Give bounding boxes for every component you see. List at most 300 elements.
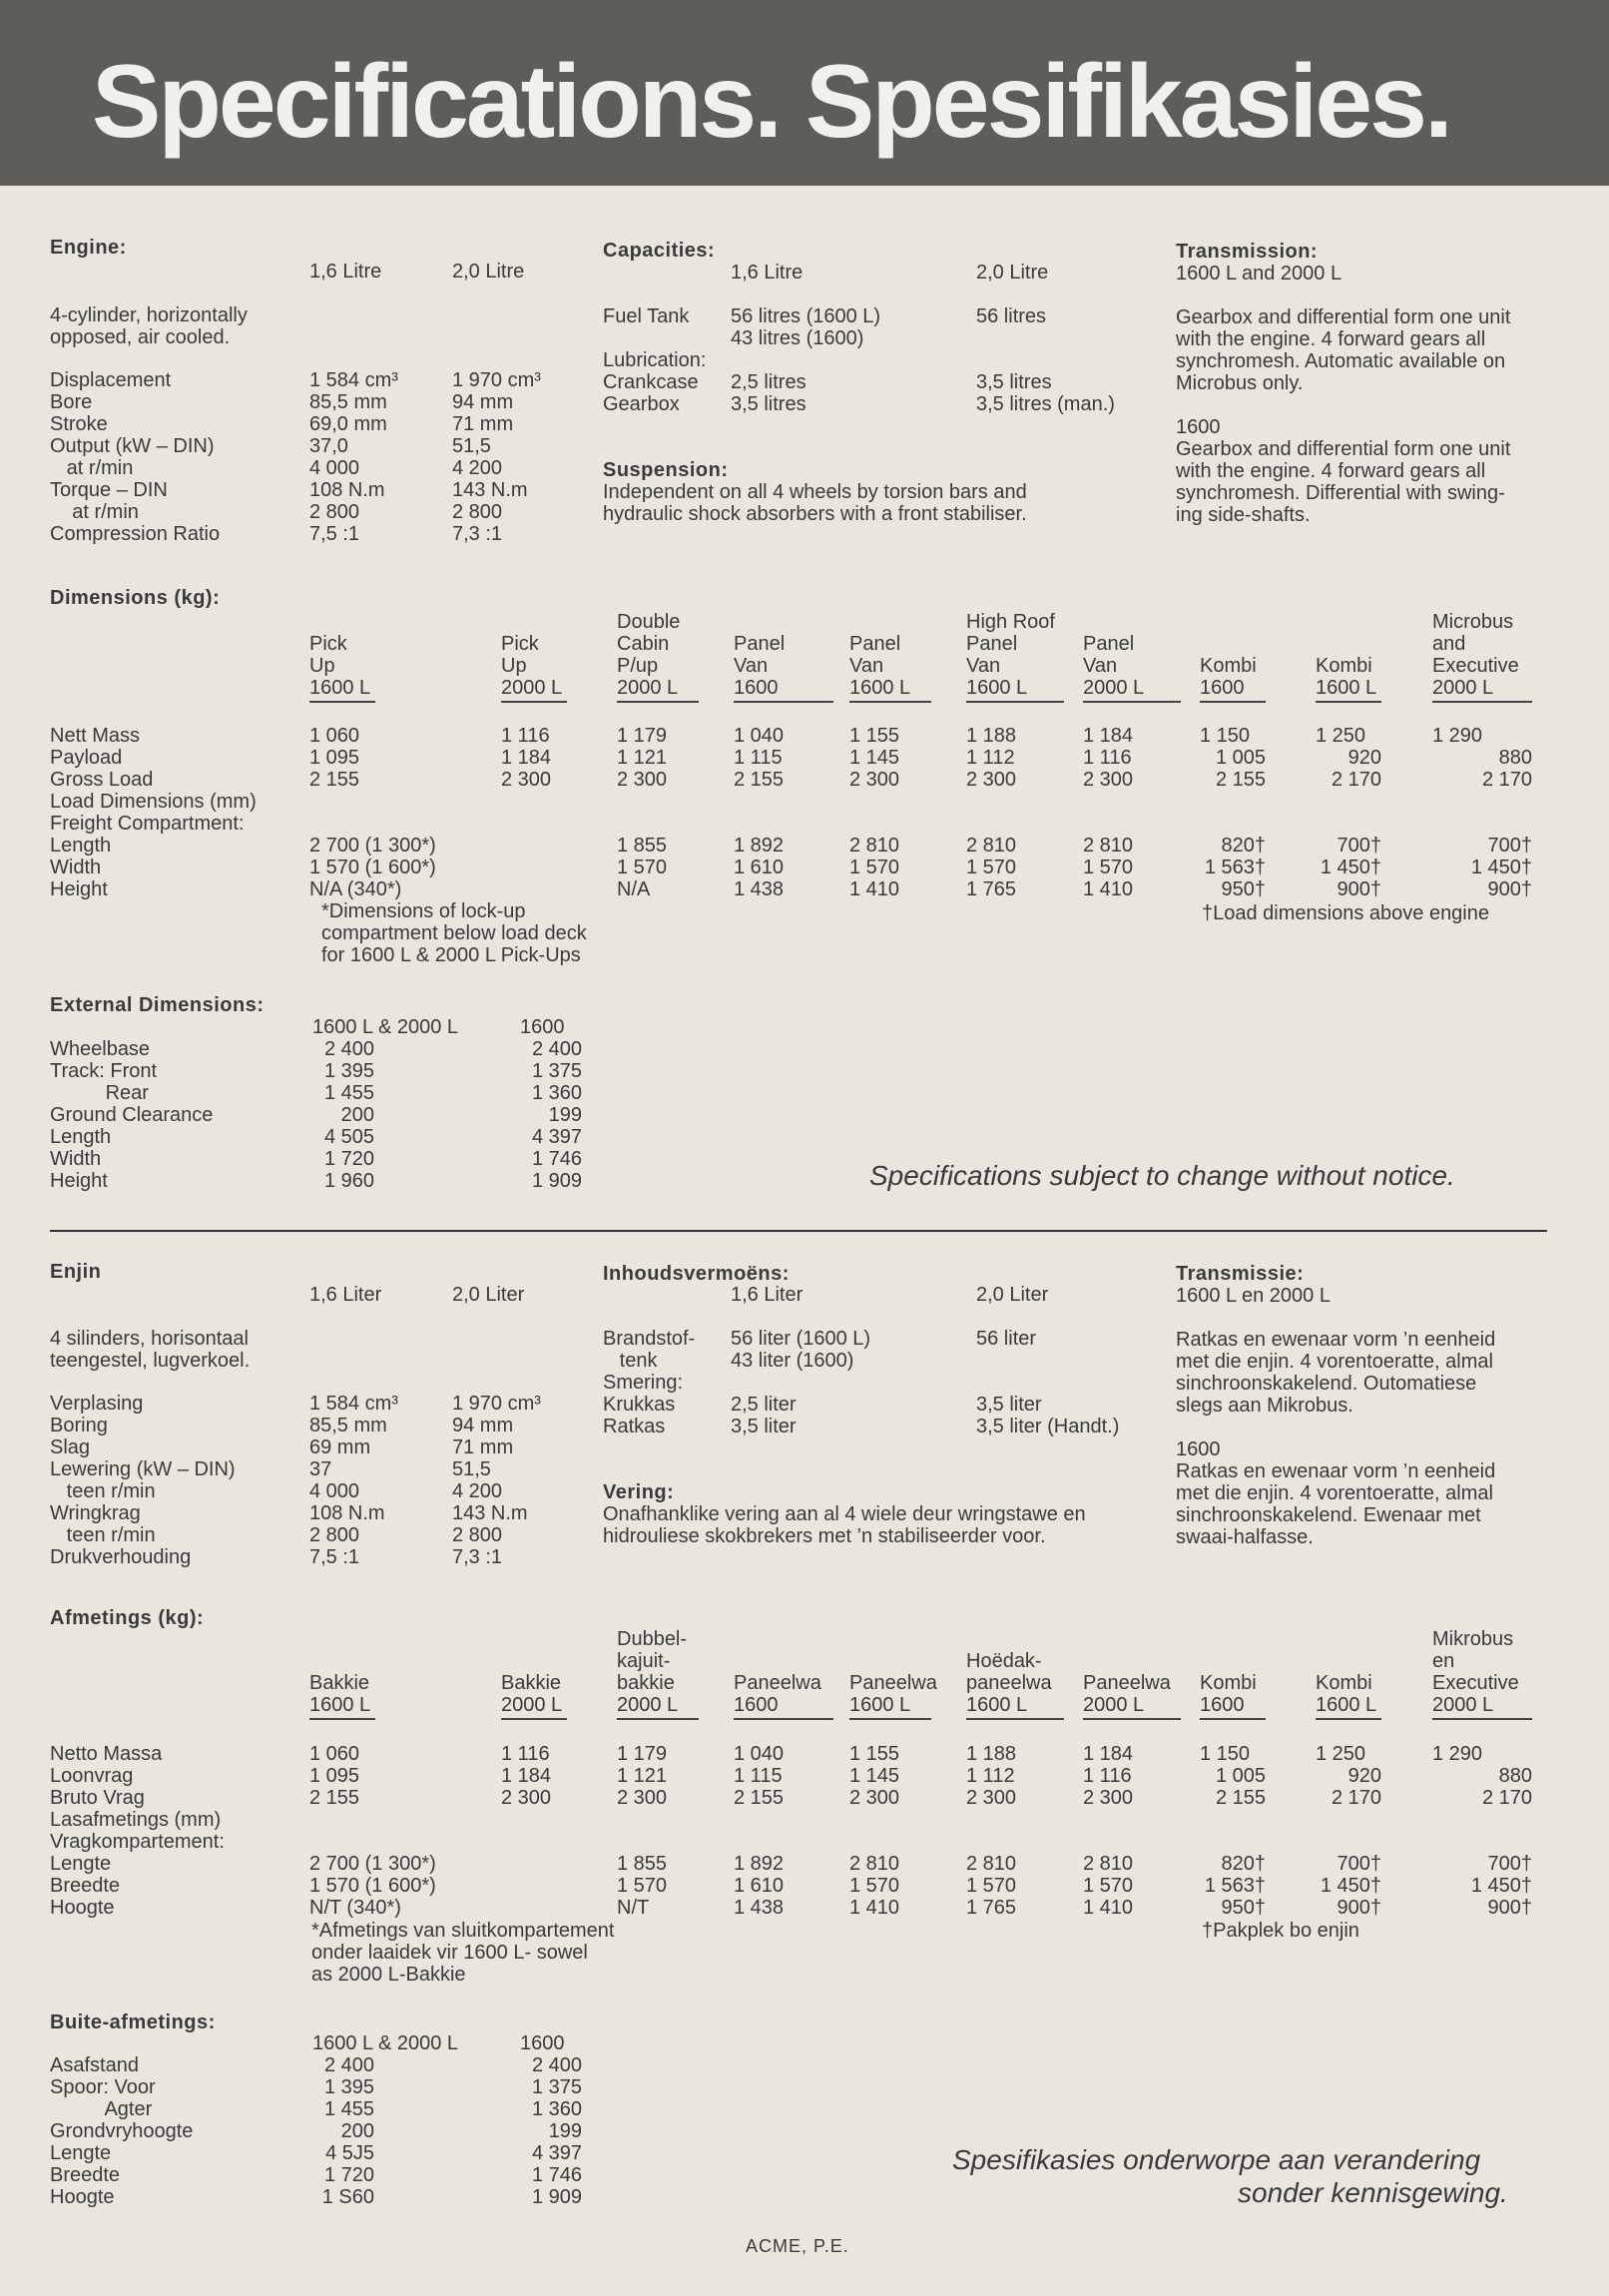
- list-line: Lubrication:: [603, 349, 707, 371]
- list-line: Onafhanklike vering aan al 4 wiele deur wringstawe en: [603, 1503, 1086, 1525]
- dimension-column-header: 1600 L: [1316, 1694, 1377, 1716]
- dimension-column-header: Panel: [734, 633, 786, 655]
- dimension-column-header: 1600: [734, 677, 779, 699]
- dimension-row-label: Nett Mass: [50, 725, 141, 747]
- list-line: 1 909: [531, 2186, 582, 2208]
- suspension-text: [603, 1503, 1086, 1547]
- list-line: as 2000 L-Bakkie: [311, 1964, 466, 1986]
- list-line: 56 liter (1600 L): [731, 1328, 871, 1350]
- dimension-cell: 1 438: [734, 1897, 785, 1919]
- list-line: 69 mm: [309, 1436, 371, 1458]
- list-line: compartment below load deck: [321, 922, 587, 944]
- dimension-row-label: Hoogte: [50, 1897, 115, 1919]
- dimension-cell: 1 892: [734, 1853, 785, 1875]
- dimension-column-header: Van: [1083, 655, 1118, 677]
- engine-col-header: 2,0 Liter: [452, 1284, 525, 1306]
- dimension-column-header: Panel: [849, 633, 901, 655]
- dimension-row-label: Payload: [50, 747, 123, 769]
- dimension-column-header: 1600 L: [849, 677, 911, 699]
- list-line: Fuel Tank: [603, 305, 690, 327]
- dimension-cell: 1 188: [966, 1743, 1017, 1765]
- external-dimensions-heading: Buite-afmetings:: [50, 2011, 216, 2033]
- dimension-cell: 2 810: [1083, 835, 1134, 857]
- column-header-underline: [1316, 701, 1381, 703]
- list-line: Length: [50, 1126, 112, 1148]
- dimension-cell: 1 145: [849, 747, 900, 769]
- list-line: Lengte: [50, 2142, 112, 2164]
- list-line: at r/min: [50, 457, 134, 479]
- list-line: 2 400: [531, 1038, 582, 1060]
- column-header-underline: [734, 1718, 833, 1720]
- dimension-column-header: Van: [966, 655, 1001, 677]
- column-header-underline: [1200, 701, 1266, 703]
- dimension-row-label: Height: [50, 878, 108, 900]
- engine-values-20: [452, 1393, 541, 1568]
- list-line: Track: Front: [50, 1060, 158, 1082]
- column-header-underline: [1432, 1718, 1532, 1720]
- suspension-heading: Suspension:: [603, 459, 729, 481]
- dimension-column-header: Executive: [1432, 655, 1519, 677]
- list-line: 2 800: [309, 1524, 360, 1546]
- dimension-cell: 1 040: [734, 1743, 785, 1765]
- list-line: Verplasing: [50, 1393, 144, 1415]
- dimension-cell: 2 155: [734, 1787, 785, 1809]
- list-line: 3,5 litres (man.): [976, 393, 1115, 415]
- dimension-cell: 2 300: [1083, 769, 1134, 791]
- dimension-cell: 2 155: [309, 1787, 360, 1809]
- dimension-cell: 1 155: [849, 1743, 900, 1765]
- dimension-cell: 700†: [1487, 1853, 1532, 1875]
- dimension-column-header: Up: [309, 655, 335, 677]
- list-line: 43 liter (1600): [731, 1350, 854, 1372]
- list-line: 1 375: [531, 1060, 582, 1082]
- dimension-cell: 900†: [1487, 878, 1532, 900]
- list-line: 1 455: [323, 2098, 374, 2120]
- list-line: Crankcase: [603, 371, 699, 393]
- dimension-column-header: 1600 L: [966, 677, 1028, 699]
- dimension-cell: 700†: [1487, 835, 1532, 857]
- dimension-cell: 1 150: [1200, 1743, 1251, 1765]
- dimension-cell: 1 570: [1083, 857, 1134, 878]
- dimension-column-header: Double: [617, 611, 681, 633]
- list-line: hidrouliese skokbrekers met ’n stabiliseerder voor.: [603, 1525, 1046, 1547]
- list-line: with the engine. 4 forward gears all: [1176, 460, 1486, 482]
- dimensions-footnote-dagger: †Pakplek bo enjin: [1202, 1920, 1359, 1942]
- capacities-values-16: [731, 1328, 870, 1437]
- dimension-cell: 1 410: [849, 878, 900, 900]
- engine-labels: [50, 1393, 236, 1568]
- list-line: hydraulic shock absorbers with a front stabiliser.: [603, 503, 1027, 525]
- dimension-cell: 920: [1347, 747, 1381, 769]
- engine-description-line: 4-cylinder, horizontally: [50, 304, 248, 326]
- list-line: onder laaidek vir 1600 L- sowel: [311, 1942, 588, 1964]
- list-line: Asafstand: [50, 2054, 139, 2076]
- list-line: Slag: [50, 1436, 91, 1458]
- dimension-cell: 1 438: [734, 878, 785, 900]
- engine-heading: Engine:: [50, 237, 127, 259]
- dimension-column-header: Dubbel-: [617, 1628, 688, 1650]
- engine-heading: Enjin: [50, 1261, 102, 1283]
- list-line: ing side-shafts.: [1176, 504, 1311, 526]
- capacities-values-20: [976, 1328, 1120, 1437]
- dimension-cell: 700†: [1337, 835, 1381, 857]
- capacities-col-header: 2,0 Litre: [976, 262, 1049, 284]
- capacities-col-header: 1,6 Litre: [731, 262, 804, 284]
- dimension-column-header: 2000 L: [1083, 1694, 1145, 1716]
- dimension-column-header: Bakkie: [309, 1672, 370, 1694]
- dimension-column-header: Bakkie: [501, 1672, 562, 1694]
- column-header-underline: [849, 701, 931, 703]
- dimension-cell: N/A (340*): [309, 878, 402, 900]
- list-line: 4 5J5: [325, 2142, 374, 2164]
- external-values-1600: [520, 1038, 582, 1192]
- dimension-cell: 1 410: [1083, 1897, 1134, 1919]
- list-line: 143 N.m: [452, 1502, 528, 1524]
- dimension-cell: 2 155: [1215, 769, 1266, 791]
- dimension-cell: 1 095: [309, 1765, 360, 1787]
- list-line: 3,5 liter (Handt.): [976, 1416, 1120, 1437]
- list-line: 1 395: [323, 2076, 374, 2098]
- list-line: Boring: [50, 1415, 108, 1436]
- dimension-cell: 1 060: [309, 1743, 360, 1765]
- dimension-cell: 1 610: [734, 1875, 785, 1897]
- dimensions-footnote-dagger: †Load dimensions above engine: [1202, 902, 1489, 924]
- dimension-column-header: 2000 L: [1432, 677, 1494, 699]
- dimension-cell: 2 700 (1 300*): [309, 835, 436, 857]
- list-line: Lewering (kW – DIN): [50, 1458, 236, 1480]
- dimension-cell: 2 170: [1481, 769, 1532, 791]
- dimension-cell: 2 300: [849, 769, 900, 791]
- list-line: Width: [50, 1148, 102, 1170]
- list-line: Output (kW – DIN): [50, 435, 215, 457]
- dimensions-footnote-star: [321, 900, 587, 966]
- list-line: Rear: [50, 1082, 149, 1104]
- list-line: Agter: [50, 2098, 153, 2120]
- list-line: 108 N.m: [309, 1502, 385, 1524]
- dimension-column-header: Van: [734, 655, 769, 677]
- dimension-column-header: Hoëdak-: [966, 1650, 1042, 1672]
- list-line: Independent on all 4 wheels by torsion bars and: [603, 481, 1027, 503]
- dimension-cell: 2 810: [849, 1853, 900, 1875]
- column-header-underline: [501, 701, 567, 703]
- dimension-cell: 1 563†: [1204, 857, 1266, 878]
- dimension-cell: 820†: [1221, 835, 1266, 857]
- list-line: 199: [548, 1104, 582, 1126]
- dimension-column-header: Cabin: [617, 633, 670, 655]
- engine-col-header: 1,6 Liter: [309, 1284, 382, 1306]
- dimension-cell: 1 040: [734, 725, 785, 747]
- dimension-cell: 1 121: [617, 747, 668, 769]
- dimension-row-label: Lasafmetings (mm): [50, 1809, 222, 1831]
- list-line: 2 400: [531, 2054, 582, 2076]
- specifications-notice: sonder kennisgewing.: [1238, 2177, 1508, 2208]
- list-line: 3,5 litres: [976, 371, 1052, 393]
- dimension-cell: 1 570: [1083, 1875, 1134, 1897]
- dimension-cell: 1 570 (1 600*): [309, 1875, 436, 1897]
- printer-imprint: ACME, P.E.: [746, 2236, 849, 2256]
- dimension-column-header: Microbus: [1432, 611, 1514, 633]
- list-line: 4 200: [452, 1480, 503, 1502]
- external-dimensions-heading: External Dimensions:: [50, 994, 265, 1016]
- list-line: 200: [340, 2120, 374, 2142]
- dimension-column-header: and: [1432, 633, 1466, 655]
- dimension-cell: 2 300: [501, 1787, 552, 1809]
- list-line: 1 375: [531, 2076, 582, 2098]
- list-line: 2 400: [323, 2054, 374, 2076]
- dimension-column-header: 1600 L: [309, 1694, 371, 1716]
- dimension-cell: 900†: [1487, 1897, 1532, 1919]
- list-line: *Afmetings van sluitkompartement: [311, 1920, 615, 1942]
- dimension-cell: 1 184: [1083, 1743, 1134, 1765]
- list-line: 37,0: [309, 435, 348, 457]
- engine-description-line: teengestel, lugverkoel.: [50, 1350, 251, 1372]
- dimension-cell: 1 450†: [1470, 857, 1532, 878]
- dimension-column-header: 2000 L: [1083, 677, 1145, 699]
- list-line: sinchroonskakelend. Ewenaar met: [1176, 1504, 1481, 1526]
- dimension-cell: 2 810: [966, 1853, 1017, 1875]
- list-line: swaai-halfasse.: [1176, 1526, 1314, 1548]
- dimension-cell: 1 570: [617, 857, 668, 878]
- dimension-column-header: 1600 L: [309, 677, 371, 699]
- list-line: 37: [309, 1458, 332, 1480]
- dimension-column-header: Panel: [966, 633, 1018, 655]
- dimension-cell: 1 855: [617, 1853, 668, 1875]
- dimension-column-header: 1600: [1200, 677, 1245, 699]
- list-line: 69,0 mm: [309, 413, 387, 435]
- capacities-labels: [603, 305, 706, 415]
- dimensions-heading: Dimensions (kg):: [50, 587, 221, 609]
- list-line: Breedte: [50, 2164, 121, 2186]
- dimension-cell: 1 765: [966, 878, 1017, 900]
- dimension-cell: 880: [1498, 1765, 1532, 1787]
- dimension-column-header: Mikrobus: [1432, 1628, 1514, 1650]
- dimension-column-header: Van: [849, 655, 884, 677]
- column-header-underline: [617, 701, 699, 703]
- dimension-cell: 1 450†: [1320, 857, 1381, 878]
- dimension-column-header: 2000 L: [617, 677, 679, 699]
- dimension-cell: 2 700 (1 300*): [309, 1853, 436, 1875]
- dimension-cell: 1 179: [617, 725, 668, 747]
- dimension-column-header: 2000 L: [501, 677, 563, 699]
- column-header-underline: [309, 1718, 375, 1720]
- dimension-column-header: en: [1432, 1650, 1455, 1672]
- list-line: 1 746: [531, 1148, 582, 1170]
- dimension-cell: 820†: [1221, 1853, 1266, 1875]
- dimension-column-header: 1600: [1200, 1694, 1245, 1716]
- list-line: 2 800: [452, 501, 503, 523]
- dimension-cell: 950†: [1221, 1897, 1266, 1919]
- dimension-column-header: Pick: [309, 633, 347, 655]
- dimension-column-header: 2000 L: [617, 1694, 679, 1716]
- list-line: Grondvryhoogte: [50, 2120, 194, 2142]
- dimension-cell: 1 855: [617, 835, 668, 857]
- column-header-underline: [501, 1718, 567, 1720]
- dimension-cell: 950†: [1221, 878, 1266, 900]
- column-header-underline: [1083, 1718, 1181, 1720]
- list-line: Microbus only.: [1176, 372, 1304, 394]
- dimension-column-header: 1600: [734, 1694, 779, 1716]
- dimension-cell: 2 155: [1215, 1787, 1266, 1809]
- list-line: for 1600 L & 2000 L Pick-Ups: [321, 944, 581, 966]
- dimension-cell: 1 892: [734, 835, 785, 857]
- dimension-cell: 1 116: [1083, 747, 1132, 769]
- dimension-column-header: 1600 L: [849, 1694, 911, 1716]
- dimension-column-header: Panel: [1083, 633, 1135, 655]
- dimension-cell: 2 810: [1083, 1853, 1134, 1875]
- dimension-cell: 920: [1347, 1765, 1381, 1787]
- list-line: 56 liter: [976, 1328, 1037, 1350]
- list-line: synchromesh. Differential with swing-: [1176, 482, 1505, 504]
- dimension-cell: 1 116: [1083, 1765, 1132, 1787]
- list-line: 4 505: [323, 1126, 374, 1148]
- dimension-cell: 1 121: [617, 1765, 668, 1787]
- dimension-cell: 2 155: [734, 769, 785, 791]
- engine-description-line: opposed, air cooled.: [50, 326, 231, 348]
- dimension-cell: 2 300: [617, 1787, 668, 1809]
- dimension-column-header: High Roof: [966, 611, 1055, 633]
- dimension-cell: 1 250: [1316, 1743, 1366, 1765]
- list-line: 71 mm: [452, 413, 514, 435]
- list-line: 2 400: [323, 1038, 374, 1060]
- dimension-cell: 1 115: [734, 1765, 783, 1787]
- column-header-underline: [1432, 701, 1532, 703]
- list-line: at r/min: [50, 501, 139, 523]
- engine-values-16: [309, 369, 398, 545]
- list-line: 51,5: [452, 435, 491, 457]
- dimension-cell: 2 810: [849, 835, 900, 857]
- dimension-cell: 1 060: [309, 725, 360, 747]
- dimension-cell: 1 155: [849, 725, 900, 747]
- dimension-cell: 2 300: [966, 1787, 1017, 1809]
- dimension-cell: 1 570: [849, 1875, 900, 1897]
- column-header-underline: [1200, 1718, 1266, 1720]
- list-line: 51,5: [452, 1458, 491, 1480]
- dimension-cell: 2 300: [1083, 1787, 1134, 1809]
- column-header-underline: [734, 701, 833, 703]
- external-col-header: 1600: [520, 2032, 565, 2054]
- dimension-cell: 1 290: [1432, 725, 1483, 747]
- dimension-column-header: Kombi: [1316, 655, 1372, 677]
- dimension-cell: N/T: [617, 1897, 650, 1919]
- dimension-cell: 1 765: [966, 1897, 1017, 1919]
- dimension-cell: 2 155: [309, 769, 360, 791]
- list-line: sinchroonskakelend. Outomatiese: [1176, 1373, 1477, 1395]
- dimension-cell: 1 145: [849, 1765, 900, 1787]
- list-line: 1 909: [531, 1170, 582, 1192]
- dimension-column-header: Paneelwa: [734, 1672, 821, 1694]
- list-line: Torque – DIN: [50, 479, 168, 501]
- specifications-notice: Spesifikasies onderworpe aan verandering: [952, 2144, 1481, 2175]
- list-line: with the engine. 4 forward gears all: [1176, 328, 1486, 350]
- column-header-underline: [617, 1718, 699, 1720]
- list-line: teen r/min: [50, 1524, 156, 1546]
- list-line: 85,5 mm: [309, 391, 387, 413]
- list-line: Stroke: [50, 413, 108, 435]
- dimension-cell: N/T (340*): [309, 1897, 401, 1919]
- dimension-cell: 1 570: [617, 1875, 668, 1897]
- column-header-underline: [1316, 1718, 1381, 1720]
- list-line: Compression Ratio: [50, 523, 221, 545]
- dimension-column-header: Paneelwa: [849, 1672, 937, 1694]
- dimension-cell: 1 410: [849, 1897, 900, 1919]
- capacities-col-header: 2,0 Liter: [976, 1284, 1049, 1306]
- capacities-values-16: [731, 305, 880, 415]
- list-line: 85,5 mm: [309, 1415, 387, 1436]
- list-line: 1 720: [323, 1148, 374, 1170]
- specifications-notice: Specifications subject to change without notice.: [869, 1160, 1455, 1191]
- list-line: 1 720: [323, 2164, 374, 2186]
- list-line: 2 800: [452, 1524, 503, 1546]
- list-line: 2,5 liter: [731, 1394, 797, 1416]
- dimension-cell: 2 810: [966, 835, 1017, 857]
- dimension-column-header: paneelwa: [966, 1672, 1052, 1694]
- list-line: 3,5 liter: [731, 1416, 797, 1437]
- list-line: 1 455: [323, 1082, 374, 1104]
- external-labels: [50, 2054, 193, 2208]
- dimension-cell: 900†: [1337, 878, 1381, 900]
- list-line: 2 800: [309, 501, 360, 523]
- dimension-column-header: Up: [501, 655, 527, 677]
- list-line: 94 mm: [452, 391, 514, 413]
- list-line: 1 S60: [321, 2186, 374, 2208]
- dimension-cell: 1 179: [617, 1743, 668, 1765]
- dimension-column-header: Pick: [501, 633, 539, 655]
- dimension-row-label: Loonvrag: [50, 1765, 134, 1787]
- dimension-cell: 1 184: [501, 747, 552, 769]
- list-line: 1 746: [531, 2164, 582, 2186]
- list-line: Gearbox: [603, 393, 680, 415]
- dimension-cell: 1 410: [1083, 878, 1134, 900]
- list-line: Smering:: [603, 1372, 684, 1394]
- engine-description-line: 4 silinders, horisontaal: [50, 1328, 249, 1350]
- list-line: [731, 349, 880, 371]
- dimension-cell: 1 184: [1083, 725, 1134, 747]
- dimension-cell: 2 300: [849, 1787, 900, 1809]
- dimension-column-header: Executive: [1432, 1672, 1519, 1694]
- dimension-cell: 1 184: [501, 1765, 552, 1787]
- transmission-heading: Transmission:: [1176, 241, 1319, 263]
- list-line: Ratkas: [603, 1416, 666, 1437]
- list-line: 199: [548, 2120, 582, 2142]
- dimension-cell: 2 170: [1331, 1787, 1381, 1809]
- list-line: Ground Clearance: [50, 1104, 214, 1126]
- transmission-text-1600: [1176, 438, 1510, 526]
- dimension-row-label: Load Dimensions (mm): [50, 791, 257, 813]
- list-line: Gearbox and differential form one unit: [1176, 438, 1511, 460]
- dimension-cell: 700†: [1337, 1853, 1381, 1875]
- column-header-underline: [966, 1718, 1064, 1720]
- dimension-row-label: Gross Load: [50, 769, 154, 791]
- list-line: 1 584 cm³: [309, 369, 398, 391]
- dimension-row-label: Lengte: [50, 1853, 112, 1875]
- list-line: 3,5 litres: [731, 393, 806, 415]
- engine-col-header: 1,6 Litre: [309, 261, 382, 283]
- dimension-cell: 2 170: [1331, 769, 1381, 791]
- list-line: 1 970 cm³: [452, 369, 541, 391]
- dimensions-footnote-star: [311, 1920, 614, 1986]
- engine-values-16: [309, 1393, 398, 1568]
- dimension-row-label: Breedte: [50, 1875, 121, 1897]
- list-line: tenk: [603, 1350, 658, 1372]
- list-line: Ratkas en ewenaar vorm ’n eenheid: [1176, 1329, 1496, 1351]
- list-line: Hoogte: [50, 2186, 115, 2208]
- dimension-row-label: Length: [50, 835, 112, 857]
- capacities-col-header: 1,6 Liter: [731, 1284, 804, 1306]
- dimension-cell: 1 005: [1215, 747, 1266, 769]
- transmission-subheading-1600: 1600: [1176, 416, 1221, 438]
- section-divider: [50, 1230, 1547, 1232]
- dimension-column-header: 2000 L: [1432, 1694, 1494, 1716]
